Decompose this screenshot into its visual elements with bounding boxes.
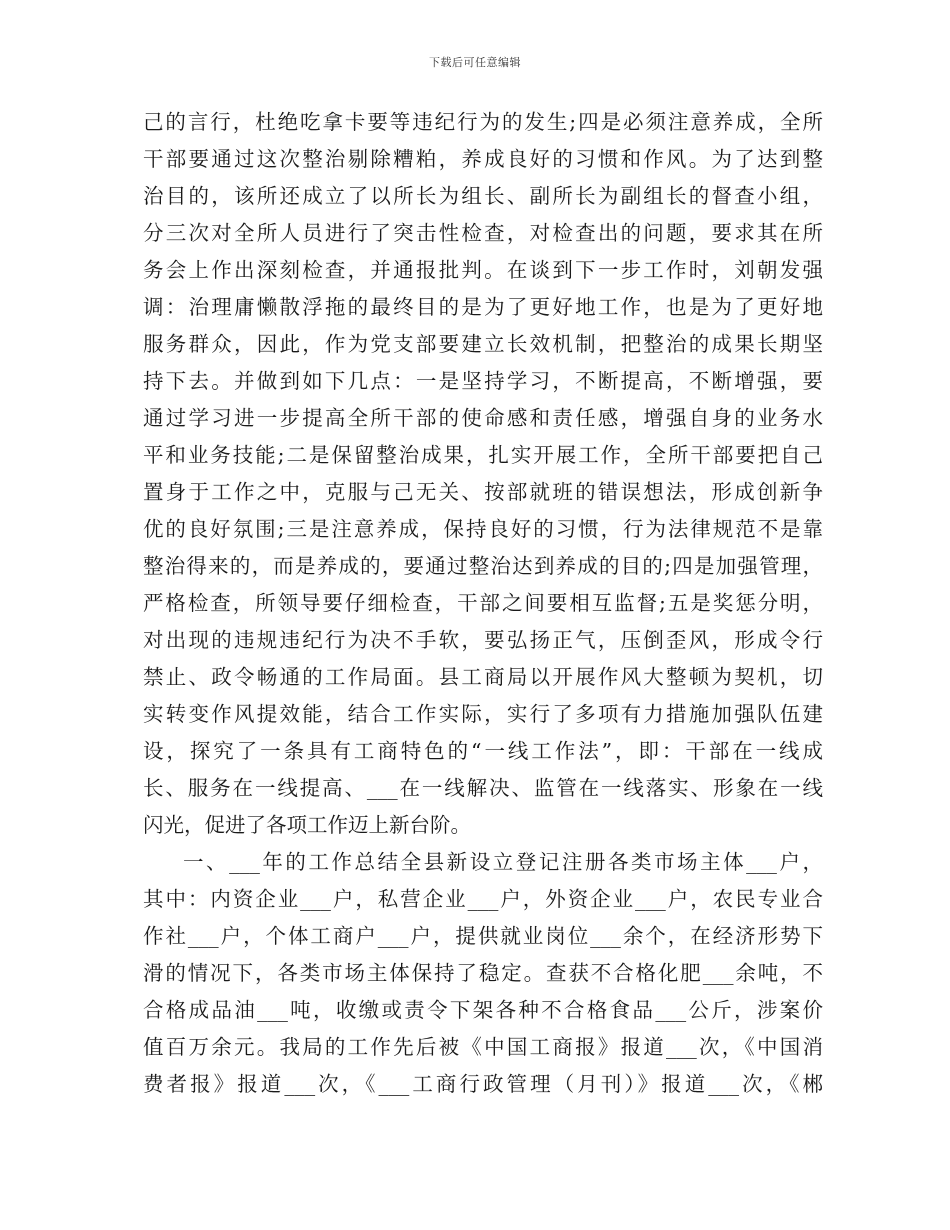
section-heading-line: 一、___年的工作总结全县新设立登记注册各类市场主体___户，	[183, 850, 823, 874]
body-line: 干部要通过这次整治剔除糟粕，养成良好的习惯和作风。为了达到整	[143, 147, 823, 171]
page-header: 下载后可任意编辑	[429, 56, 521, 69]
body-line: 通过学习进一步提高全所干部的使命感和责任感，增强自身的业务水	[143, 406, 823, 430]
body-line: 其中：内资企业___户，私营企业___户，外资企业___户，农民专业合	[143, 887, 823, 911]
body-line: 严格检查，所领导要仔细检查，干部之间要相互监督;五是奖惩分明，	[143, 591, 823, 615]
body-line: 闪光，促进了各项工作迈上新台阶。	[143, 813, 471, 837]
body-line: 实转变作风提效能，结合工作实际，实行了多项有力措施加强队伍建	[143, 702, 823, 726]
body-line: 设，探究了一条具有工商特色的“一线工作法”，即：干部在一线成	[143, 739, 823, 763]
body-line: 费者报》报道___次，《___工商行政管理（月刊）》报道___次，《郴	[143, 1072, 823, 1096]
body-line: 务会上作出深刻检查，并通报批判。在谈到下一步工作时，刘朝发强	[143, 258, 823, 282]
body-line: 滑的情况下，各类市场主体保持了稳定。查获不合格化肥___余吨，不	[143, 961, 823, 985]
body-line: 持下去。并做到如下几点：一是坚持学习，不断提高，不断增强，要	[143, 369, 823, 393]
body-line: 值百万余元。我局的工作先后被《中国工商报》报道___次，《中国消	[143, 1035, 823, 1059]
body-line: 置身于工作之中，克服与己无关、按部就班的错误想法，形成创新争	[143, 480, 823, 504]
body-line: 对出现的违规违纪行为决不手软，要弘扬正气，压倒歪风，形成令行	[143, 628, 823, 652]
body-line: 平和业务技能;二是保留整治成果，扎实开展工作，全所干部要把自己	[143, 443, 823, 467]
body-line: 优的良好氛围;三是注意养成，保持良好的习惯，行为法律规范不是靠	[143, 517, 823, 541]
body-line: 作社___户，个体工商户___户，提供就业岗位___余个，在经济形势下	[143, 924, 823, 948]
document-body	[143, 104, 823, 1103]
body-line: 调：治理庸懒散浮拖的最终目的是为了更好地工作，也是为了更好地	[143, 295, 823, 319]
body-line: 合格成品油___吨，收缴或责令下架各种不合格食品___公斤，涉案价	[143, 998, 823, 1022]
body-line: 禁止、政令畅通的工作局面。县工商局以开展作风大整顿为契机，切	[143, 665, 823, 689]
body-line: 己的言行，杜绝吃拿卡要等违纪行为的发生;四是必须注意养成，全所	[143, 110, 823, 134]
body-line: 分三次对全所人员进行了突击性检查，对检查出的问题，要求其在所	[143, 221, 823, 245]
body-line: 服务群众，因此，作为党支部要建立长效机制，把整治的成果长期坚	[143, 332, 823, 356]
body-line: 长、服务在一线提高、___在一线解决、监管在一线落实、形象在一线	[143, 776, 823, 800]
body-line: 整治得来的，而是养成的，要通过整治达到养成的目的;四是加强管理，	[143, 554, 823, 578]
body-line: 治目的，该所还成立了以所长为组长、副所长为副组长的督查小组，	[143, 184, 823, 208]
